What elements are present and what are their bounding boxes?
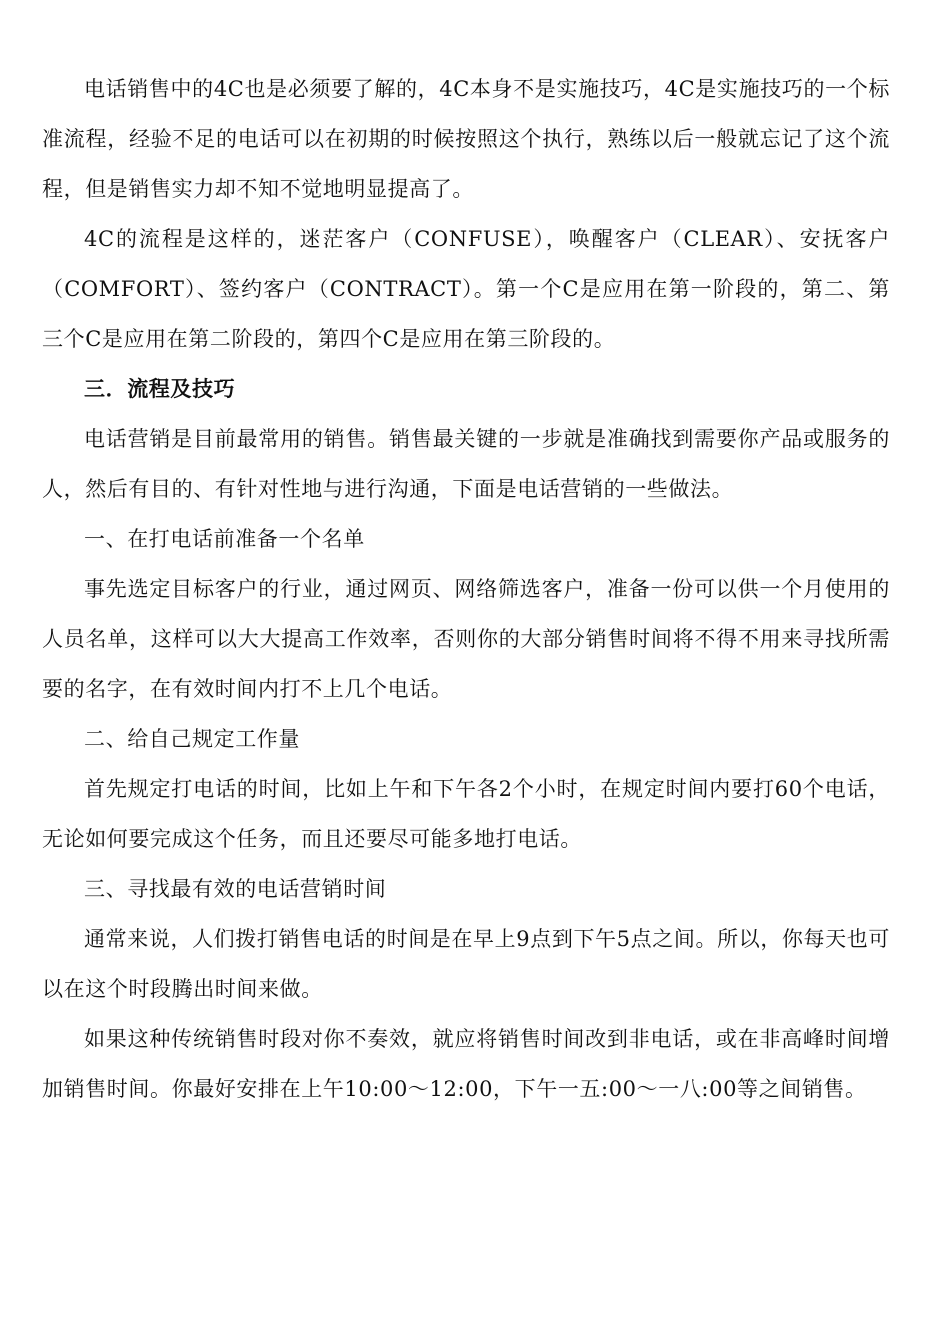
paragraph-4c-process: 4C的流程是这样的，迷茫客户（CONFUSE），唤醒客户（CLEAR）、安抚客户（COMFORT）、签约客户（CONTRACT）。第一个C是应用在第一阶段的，第二、第三个C是应用在第二阶段的，第四个C是应用在第三阶段的。	[42, 227, 890, 351]
paragraph-alternative-time: 如果这种传统销售时段对你不奏效，就应将销售时间改到非电话，或在非高峰时间增加销售时间。你最好安排在上午10:00～12:00，下午一五:00～一八:00等之间销售。	[42, 1027, 890, 1101]
subheading-set-workload: 二、给自己规定工作量	[84, 727, 300, 751]
paragraph-effective-time: 通常来说，人们拨打销售电话的时间是在早上9点到下午5点之间。所以，你每天也可以在这个时段腾出时间来做。	[42, 927, 890, 1001]
paragraph-4c-intro: 电话销售中的4C也是必须要了解的，4C本身不是实施技巧，4C是实施技巧的一个标准流程，经验不足的电话可以在初期的时候按照这个执行，熟练以后一般就忘记了这个流程，但是销售实力却不知不觉地明显提高了。	[42, 77, 890, 201]
section-heading: 三．流程及技巧	[84, 377, 236, 401]
paragraph-set-workload: 首先规定打电话的时间，比如上午和下午各2个小时，在规定时间内要打60个电话，无论如何要完成这个任务，而且还要尽可能多地打电话。	[42, 777, 890, 851]
document-page	[42, 64, 890, 1114]
paragraph-telemarketing-intro: 电话营销是目前最常用的销售。销售最关键的一步就是准确找到需要你产品或服务的人，然后有目的、有针对性地与进行沟通，下面是电话营销的一些做法。	[42, 427, 890, 501]
subheading-prepare-list: 一、在打电话前准备一个名单	[84, 527, 365, 551]
subheading-effective-time: 三、寻找最有效的电话营销时间	[84, 877, 387, 901]
paragraph-prepare-list: 事先选定目标客户的行业，通过网页、网络筛选客户，准备一份可以供一个月使用的人员名单，这样可以大大提高工作效率，否则你的大部分销售时间将不得不用来寻找所需要的名字，在有效时间内打不上几个电话。	[42, 577, 890, 701]
